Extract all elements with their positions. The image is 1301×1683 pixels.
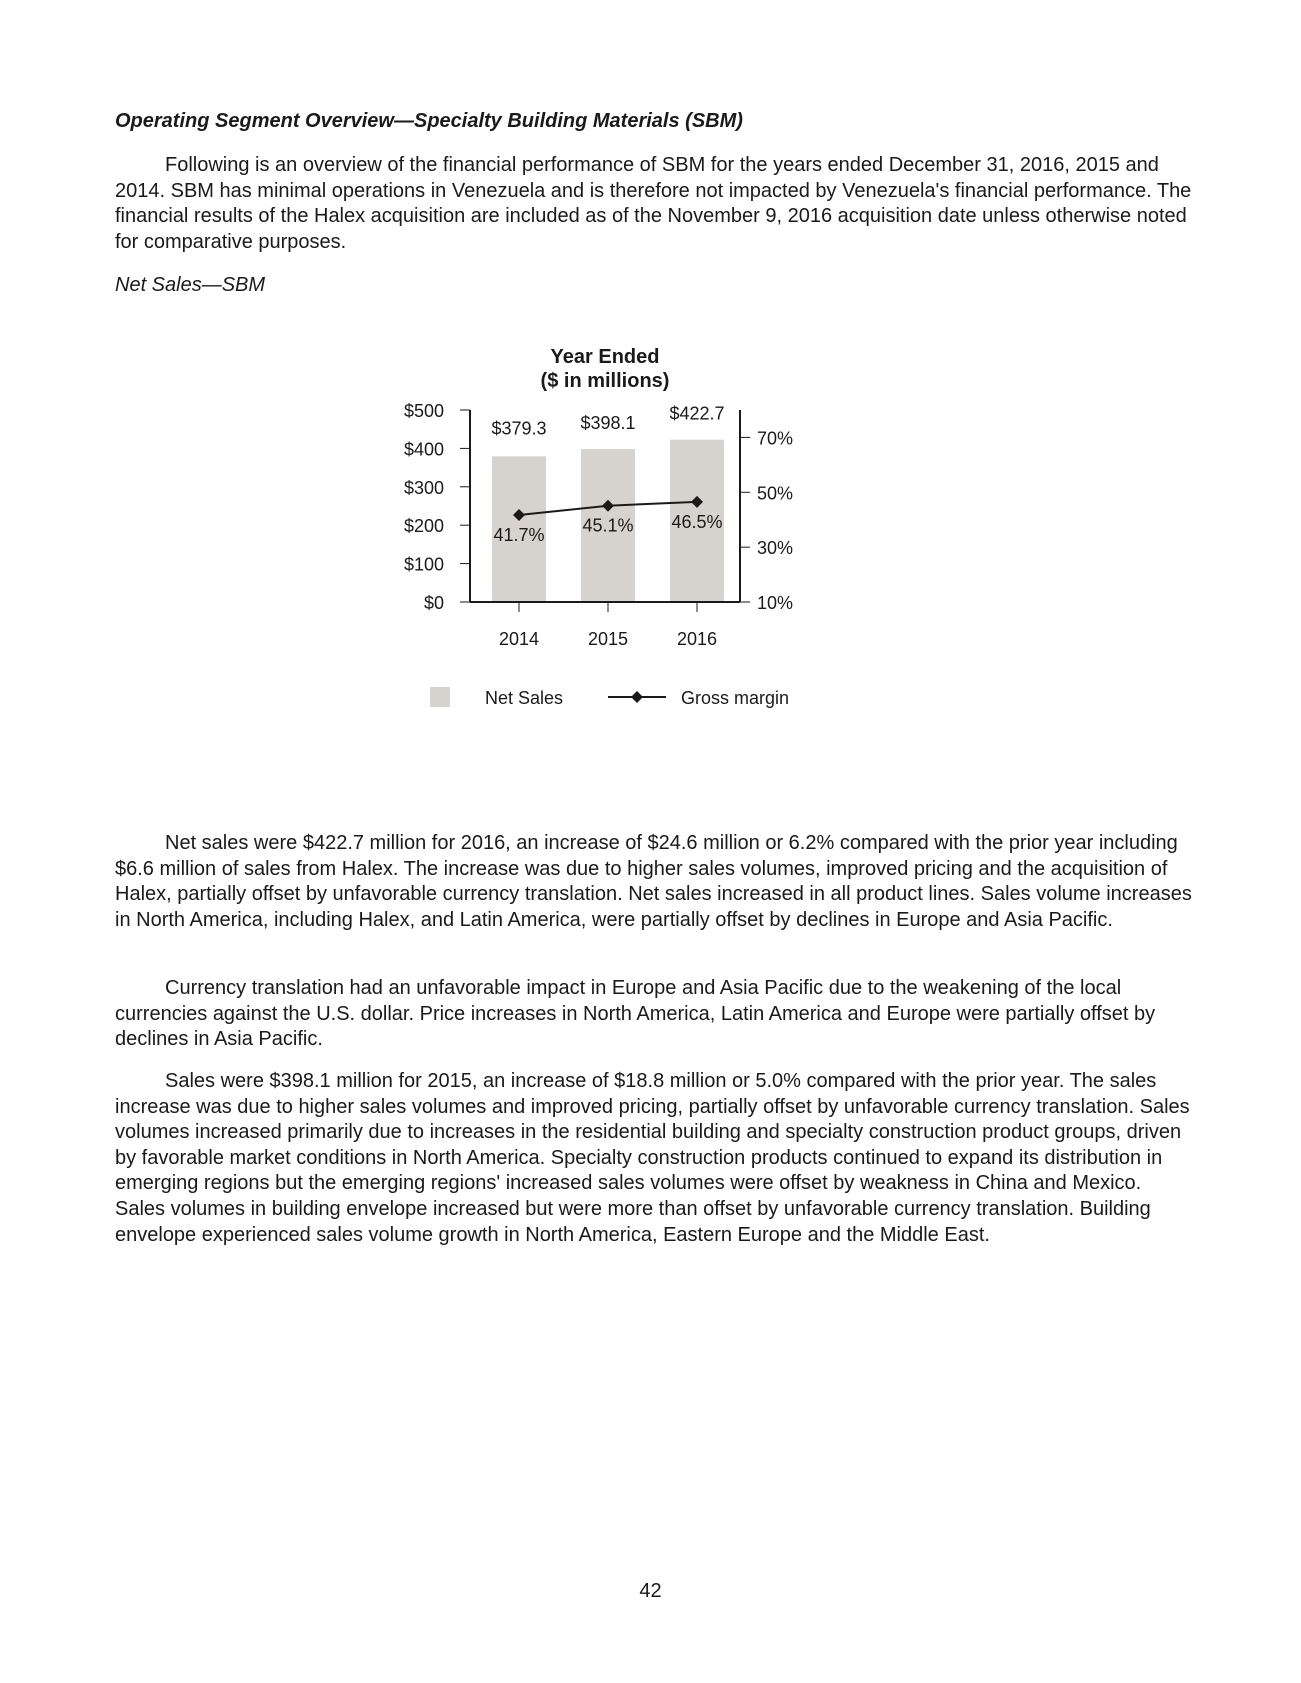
net-sales-data-label: $422.7 xyxy=(669,403,725,424)
net-sales-2016-paragraph: Net sales were $422.7 million for 2016, an increase of $24.6 million or 6.2% compared with the prior year including $6.6 million of sales from Halex. The increase was due to higher sales volumes, improved pricing and the acquisition of Halex, partially offset by unfavorable currency translation. Net sales increased in all product lines. Sales volume increases in North America, including Halex, and Latin America, were partially offset by declines in Europe and Asia Pacific. xyxy=(115,832,1192,931)
gross-margin-data-label: 45.1% xyxy=(582,515,634,536)
net-sales-data-label: $398.1 xyxy=(580,413,636,434)
legend-gross-margin-label: Gross margin xyxy=(681,688,790,708)
net-sales-chart-svg xyxy=(400,340,900,780)
chart-subtitle: ($ in millions) xyxy=(540,370,670,392)
chart-subheading: Net Sales—SBM xyxy=(115,274,266,296)
legend-gross-margin-marker xyxy=(631,691,643,703)
page-number: 42 xyxy=(639,1580,662,1602)
right-tick-label: 10% xyxy=(757,593,794,613)
x-tick-label: 2014 xyxy=(498,629,540,649)
left-tick-label: $0 xyxy=(423,593,444,613)
left-tick-label: $500 xyxy=(403,401,444,421)
gross-margin-data-label: 41.7% xyxy=(493,525,545,546)
legend-net-sales-swatch xyxy=(430,687,450,707)
section-heading: Operating Segment Overview—Specialty Building Materials (SBM) xyxy=(115,110,743,132)
left-tick-label: $300 xyxy=(403,477,444,498)
right-tick-label: 30% xyxy=(757,538,794,559)
right-tick-label: 50% xyxy=(757,483,794,504)
left-tick-label: $400 xyxy=(403,439,444,460)
gross-margin-data-label: 46.5% xyxy=(671,511,723,532)
intro-paragraph: Following is an overview of the financial performance of SBM for the years ended December 31, 2016, 2015 and 2014. SBM has minimal operations in Venezuela and is therefore not impacted by Venezuela's financial performance. The financial results of the Halex acquisition are included as of the November 9, 2016 acquisition date unless otherwise noted for comparative purposes. xyxy=(115,154,1192,253)
net-sales-2015-paragraph: Sales were $398.1 million for 2015, an increase of $18.8 million or 5.0% compared with the prior year. The sales increase was due to higher sales volumes and improved pricing, partially offset by unfavorable currency translation. Sales volumes increased primarily due to increases in the residential building and specialty construction product groups, driven by favorable market conditions in North America. Specialty construction products continued to expand its distribution in emerging regions but the emerging regions' increased sales volumes were offset by weakness in China and Mexico. Sales volumes in building envelope increased but were more than offset by unfavorable currency translation. Building envelope experienced sales volume growth in North America, Eastern Europe and the Middle East. xyxy=(115,1070,1190,1246)
right-tick-label: 70% xyxy=(757,428,794,449)
left-tick-label: $200 xyxy=(403,516,444,537)
net-sales-data-label: $379.3 xyxy=(491,418,547,439)
legend-net-sales-label: Net Sales xyxy=(485,688,564,708)
x-tick-label: 2016 xyxy=(676,629,718,649)
chart-title: Year Ended xyxy=(550,346,660,368)
currency-paragraph: Currency translation had an unfavorable impact in Europe and Asia Pacific due to the weakening of the local currencies against the U.S. dollar. Price increases in North America, Latin America and Europe were partially offset by declines in Asia Pacific. xyxy=(115,977,1156,1051)
net-sales-chart xyxy=(400,340,900,780)
x-tick-label: 2015 xyxy=(587,629,629,649)
chart-legend xyxy=(430,687,789,708)
left-tick-label: $100 xyxy=(403,554,444,575)
